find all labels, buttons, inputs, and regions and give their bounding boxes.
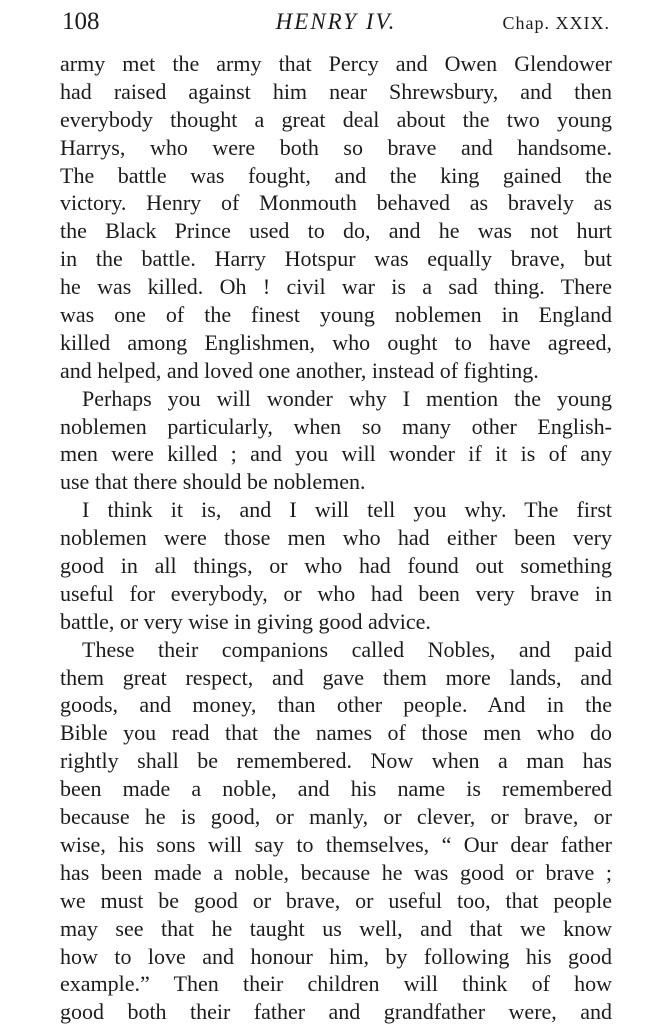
text-line: the Black Prince used to do, and he was not hurt: [60, 218, 612, 244]
text-line: he was killed. Oh ! civil war is a sad thing. There: [60, 274, 612, 300]
text-line: army met the army that Percy and Owen Glendower: [60, 51, 612, 76]
text-line: I think it is, and I will tell you why. The first: [82, 497, 612, 523]
text-line: has been made a noble, because he was good or brave ;: [60, 859, 612, 885]
text-line: good in all things, or who had found out something: [60, 553, 612, 579]
text-line: was one of the finest young noblemen in England: [60, 302, 612, 328]
text-line: rightly shall be remembered. Now when a man has: [60, 748, 612, 774]
text-line: good both their father and grandfather were, and: [60, 999, 612, 1025]
text-line: and helped, and loved one another, instead of fighting.: [60, 357, 539, 383]
text-line: in the battle. Harry Hotspur was equally brave, but: [60, 246, 612, 272]
text-line: had raised against him near Shrewsbury, and then: [60, 78, 612, 104]
text-line: use that there should be noblemen.: [60, 469, 366, 495]
text-line: been made a noble, and his name is remembered: [60, 776, 612, 802]
text-line: wise, his sons will say to themselves, “ Our dear father: [60, 831, 612, 857]
text-line: them great respect, and gave them more lands, and: [60, 664, 612, 690]
text-line: battle, or very wise in giving good advice.: [60, 608, 431, 634]
text-line: noblemen particularly, when so many other English-: [60, 413, 612, 439]
text-line: we must be good or brave, or useful too, that people: [60, 887, 612, 913]
text-line: example.” Then their children will think of how: [60, 971, 612, 997]
text-line: Bible you read that the names of those men who do: [60, 720, 612, 746]
text-line: killed among Englishmen, who ought to have agreed,: [60, 329, 612, 355]
text-line: may see that he taught us well, and that we know: [60, 915, 612, 941]
running-header: [62, 6, 610, 38]
running-title: HENRY IV.: [275, 9, 397, 34]
text-line: men were killed ; and you will wonder if it is of any: [60, 441, 612, 467]
text-line: everybody thought a great deal about the two young: [60, 106, 612, 132]
text-line: The battle was fought, and the king gained the: [60, 162, 612, 188]
text-line: because he is good, or manly, or clever, or brave, or: [60, 804, 612, 830]
text-line: goods, and money, than other people. And in the: [60, 692, 612, 718]
text-line: Perhaps you will wonder why I mention the young: [82, 385, 612, 411]
body-text: [60, 50, 612, 1026]
text-line: These their companions called Nobles, and paid: [82, 636, 612, 662]
text-line: Harrys, who were both so brave and handsome.: [60, 134, 612, 160]
page-number: 108: [62, 8, 100, 35]
text-line: useful for everybody, or who had been very brave in: [60, 580, 612, 606]
text-line: how to love and honour him, by following his good: [60, 943, 612, 969]
text-line: victory. Henry of Monmouth behaved as bravely as: [60, 190, 612, 216]
text-line: noblemen were those men who had either been very: [60, 525, 612, 551]
chapter-reference: Chap. XXIX.: [502, 13, 610, 33]
